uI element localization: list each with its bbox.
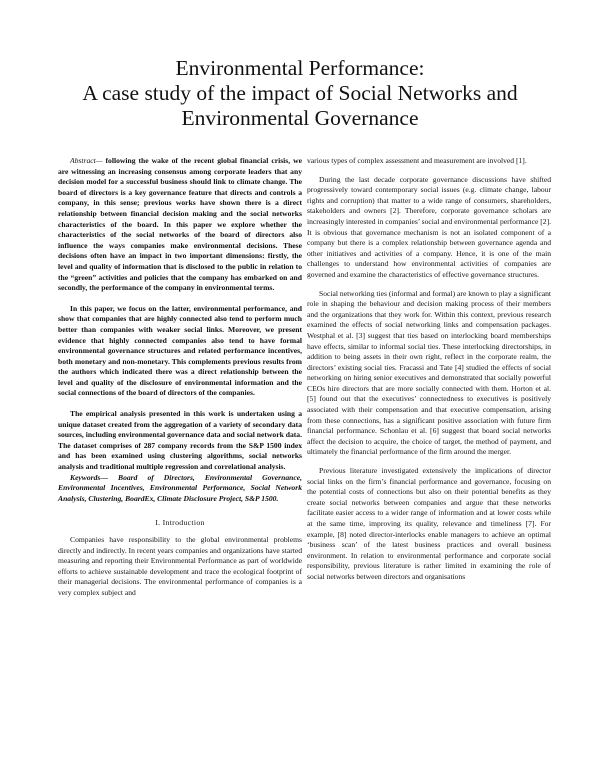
abstract bbox=[58, 156, 302, 473]
abstract-lead: Abstract— bbox=[70, 156, 103, 165]
title-line: A case study of the impact of Social Networks and bbox=[82, 81, 518, 105]
abstract-paragraph: The empirical analysis presented in this work is undertaken using a unique dataset created from the aggregation of a variety of secondary data sources, including environmental governance data and social network data. The dataset comprises of 287 company records from the S&P 1500 index and has been examined using clustering algorithms, social networks analysis and traditional multiple regression and correlational analysis. bbox=[58, 409, 302, 472]
section-heading: I. Introduction bbox=[155, 518, 205, 528]
intro-paragraph: Companies have responsibility to the global environmental problems directly and indirectly. In recent years companies and organizations have started measuring and reporting their Environmental Performance as part of worldwide efforts to achieve sustainable development and trace the ecological footprint of their managerial decisions. The environmental performance of companies is a very complex subject and bbox=[58, 535, 302, 597]
abstract-text: following the wake of the recent global financial crisis, we are witnessing an increasing consensus among corporate leaders that any decision model for a successful business should link to climate change. The board of directors is a key governance feature that directs and controls a company, in this sense; previous works have shown there is a direct relationship between financial decision making and the social networks characteristics of the board. In this paper we explore whether the characteristics of the social networks of the board of directors also influence the ways companies make environmental decisions. These decisions often have an impact in two important dimensions: firstly, the level and quality of information that is disclosed to the public in relation to the “green” activities and policies that the company has embarked on and secondly, the performance of the company in environmental terms. bbox=[58, 156, 302, 293]
body-paragraph: Previous literature investigated extensively the implications of director social links on the firm’s financial performance and governance, focusing on the potential costs of connections but also on their potential benefits as they create social networks between companies and argue that these networks facilitate easier access to a wider range of information and at lower costs while at the same time, improving its quality, relevance and timeliness [7]. For example, [8] noted director-interlocks enable managers to achieve an optimal ‘business scan’ of the latest business practices and overall business environment. In relation to environmental performance and corporate social responsibility, previous literature is rather limited in examining the role of social networks between directors and organisations bbox=[307, 466, 551, 581]
left-column bbox=[58, 156, 302, 599]
title-line: Environmental Governance bbox=[181, 106, 419, 130]
body-paragraph: During the last decade corporate governance discussions have shifted progressively toward contemporary social issues (e.g. climate change, labour rights and corruption) that matter to a wide range of consumers, shareholders, stakeholders and owners [2]. Therefore, corporate governance scholars are increasingly interested in companies’ social and environmental performance [2]. It is obvious that governance mechanism is not an isolated component of a company but there is a complex relationship between governance agenda and other initiatives and activities of a company. Hence, it is one of the main challenges to understand how environmental activities of companies are governed and examine the characteristics of effective governance structures. bbox=[307, 174, 551, 279]
keywords bbox=[58, 473, 302, 505]
abstract-paragraph: In this paper, we focus on the latter, environmental performance, and show that companies that are highly connected also tend to perform much better than companies with weaker social links. Moreover, we present evidence that highly connected companies also tend to have formal environmental governance structures and related performance incentives, both monetary and non-monetary. This complements previous results from the authors which indicated there was a direct relationship between the level and quality of the disclosure of environmental information and the social connections of the board of directors of the companies. bbox=[58, 303, 302, 398]
abstract-paragraph bbox=[58, 156, 302, 294]
paper-title bbox=[40, 56, 560, 131]
intro-body bbox=[58, 535, 302, 599]
keywords-lead: Keywords— bbox=[70, 472, 108, 482]
right-column bbox=[307, 156, 551, 583]
body-paragraph: Social networking ties (informal and formal) are known to play a significant role in shaping the behaviour and decision making process of their members and the organizations that they work for. Within this context, previous research examined the effects of social networking links and compensation packages. Westphal et al. [3] suggest that ties based on interlocking board memberships have effects, similar to informal social ties. These interlocking directorships, in addition to being assets in their own right, reflect in the corporate realm, the directors’ existing social ties. Fracassi and Tate [4] studied the effects of social networking on hiring senior executives and demonstrated that socially powerful CEOs hire directors that are more socially connected with them. Horton et al. [5] found out that the executives’ connectedness to executives is positively associated with their compensation and that executive compensation, arising from these connections, has a significant positive association with future firm financial performance. Schonlau et al. [6] suggest that board social networks affect the decision to acquire, the choice of target, the method of payment, and ultimately the financial performance of the firm around the merger. bbox=[307, 288, 551, 457]
title-line: Environmental Performance: bbox=[175, 56, 425, 80]
keywords-text: Board of Directors, Environmental Governance, Environmental Incentives, Environmental Performance, Social Network Analysis, Clustering, BoardEx, Climate Disclosure Project, S&P 1500. bbox=[58, 472, 302, 503]
body-paragraph: various types of complex assessment and measurement are involved [1]. bbox=[307, 156, 527, 165]
